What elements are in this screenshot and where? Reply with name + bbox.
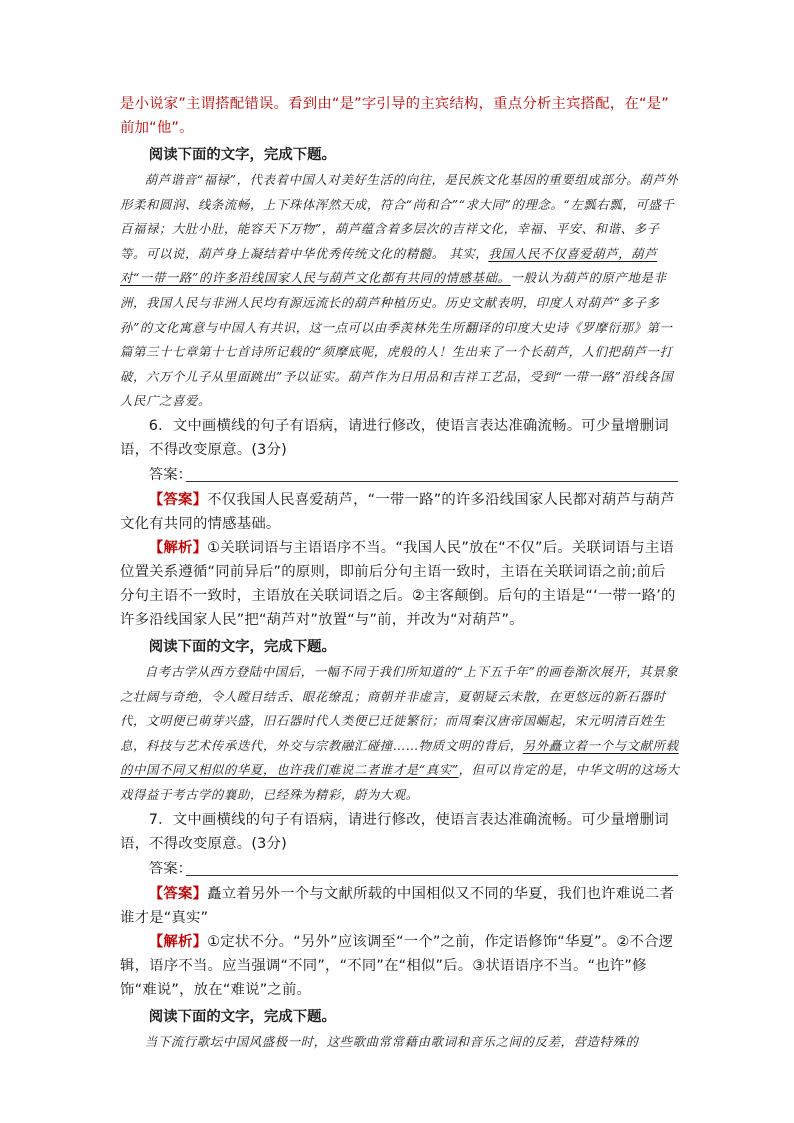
answer-6-line — [120, 462, 680, 488]
answer-7-tag: 【答案】 — [148, 885, 208, 902]
intro-line-1: 是小说家”主谓搭配错误。看到由“是”字引导的主宾结构，重点分析主宾搭配，在“是” — [120, 96, 669, 112]
analysis-6-tag: 【解析】 — [148, 539, 208, 556]
section2-passage-after: ，但可以肯定的是，中华文明的这场大戏得益于考古学的襄助，已经殊为精彩，蔚为大观。 — [120, 762, 680, 802]
section3-passage: 当下流行歌坛中国风盛极一时，这些歌曲常常藉由歌词和音乐之间的反差，营造特殊的 — [144, 1033, 639, 1049]
answer-6-text: 不仅我国人民喜爱葫芦，“一带一路”的许多沿线国家人民都对葫芦与葫芦文化有共同的情感基础。 — [120, 491, 675, 532]
section2-passage-before: 自考古学从西方登陆中国后，一幅不同于我们所知道的“上下五千年”的画卷渐次展开，其景象之壮阔与奇绝，令人瞠目结舌、眼花缭乱；商朝并非虚言，夏朝疑云未散，在更悠远的新石器时代，文明便已萌芽兴盛，旧石器时代人类便已迁徙繁衍；而周秦汉唐帝国崛起，宋元明清百姓生息，科技与艺术传承迭代，外交与宗教融汇碰撞……物质文明的背后， — [120, 663, 679, 753]
answer-7-text: 矗立着另外一个与文献所载的中国相似又不同的华夏，我们也许难说二者谁才是“真实” — [120, 885, 675, 926]
analysis-7 — [120, 930, 680, 1002]
answer-7 — [120, 882, 680, 930]
analysis-7-text: ①定状不分。“另外”应该调至“一个”之前，作定语修饰“华夏”。②不合逻辑，语序不当。应当强调“不同”，“不同”在“相似”后。③状语语序不当。“也许”修饰“难说”，放在“难说”之前。 — [120, 933, 674, 998]
section2-underlined-sentence: 另外矗立着一个与文献所载的中国不同又相似的华夏，也许我们难说二者谁才是“真实” — [120, 737, 679, 778]
section2-passage — [120, 660, 680, 808]
answer-6-blank — [186, 481, 678, 482]
answer-6 — [120, 488, 680, 536]
answer-6-tag: 【答案】 — [148, 491, 208, 508]
section3-heading: 阅读下面的文字，完成下题。 — [148, 1008, 336, 1025]
analysis-6 — [120, 536, 680, 632]
analysis-7-tag: 【解析】 — [148, 933, 208, 950]
answer-7-blank — [186, 875, 678, 876]
section1-underlined-sentence: 我国人民不仅喜爱葫芦，葫芦对“一带一路”的许多沿线国家人民与葫芦文化都有共同的情感基础。 — [120, 245, 658, 286]
section1-passage-after: 一般认为葫芦的原产地是非洲，我国人民与非洲人民均有源远流长的葫芦种植历史。历史文献表明，印度人对葫芦“多子多孙”的文化寓意与中国人有共识，这一点可以由季羡林先生所翻译的印度大史诗《罗摩衍那》第一篇第三十七章第十七首诗所记载的“须摩底呢，虎般的人！生出来了一个长葫芦，人们把葫芦一打破，六万个儿子从里面跳出”予以证实。葫芦作为日用品和吉祥工艺品，受到“一带一路”沿线各国人民广之喜爱。 — [120, 270, 674, 409]
section2-heading: 阅读下面的文字，完成下题。 — [148, 638, 336, 655]
question-7: 7．文中画横线的句子有语病，请进行修改，使语言表达准确流畅。可少量增删词语，不得改变原意。(3分) — [120, 811, 669, 852]
section1-passage-before: 葫芦谐音“福禄”，代表着中国人对美好生活的向往，是民族文化基因的重要组成部分。葫芦外形柔和圆润、线条流畅，上下珠体浑然天成，符合“尚和合”“求大同”的理念。“左瓢右瓢，可盛千百福禄；大肚小肚，能容天下万物”，葫芦蕴含着多层次的吉祥文化，幸福、平安、和谐、多子等。可以说，葫芦身上凝结着中华优秀传统文化的精髓。 其实， — [120, 172, 679, 261]
answer-6-label: 答案： — [148, 466, 192, 483]
section1-passage — [120, 168, 680, 414]
answer-7-label: 答案： — [148, 860, 192, 877]
analysis-6-text: ①关联词语与主语语序不当。“我国人民”放在“不仅”后。关联词语与主语位置关系遵循“同前异后”的原则，即前后分句主语一致时，主语在关联词语之前;前后分句主语不一致时，主语放在关联词语之后。②主客颠倒。后句的主语是“‘一带一路’的许多沿线国家人民”把“葫芦对”放置“与”前，并改为“对葫芦”。 — [120, 539, 676, 628]
section1-heading: 阅读下面的文字，完成下题。 — [148, 147, 336, 163]
answer-7-line — [120, 856, 680, 882]
question-6: 6．文中画横线的句子有语病，请进行修改，使语言表达准确流畅。可少量增删词语，不得改变原意。(3分) — [120, 417, 669, 458]
intro-line-2: 前加“他”。 — [120, 120, 194, 136]
document-page — [120, 92, 680, 1054]
